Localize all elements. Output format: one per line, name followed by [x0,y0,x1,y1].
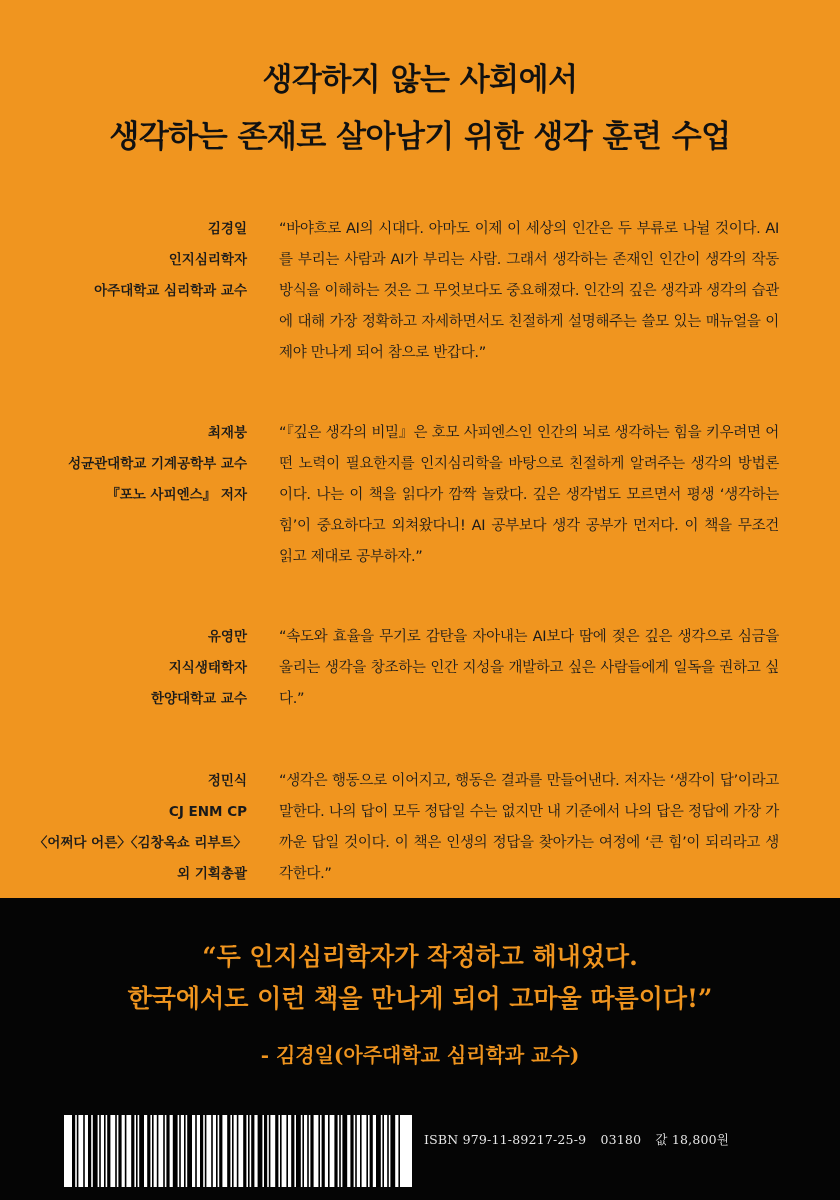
endorser-name: 최재붕 [207,425,247,441]
barcode-icon [72,1115,404,1187]
endorsement-text: “속도와 효율을 무기로 감탄을 자아내는 AI보다 땀에 젖은 깊은 생각으로 심금을 울리는 생각을 창조하는 인간 지성을 개발하고 싶은 사람들에게 일독을 권하고 싶다.” [279,629,779,707]
endorser-title: 외 기획총괄 [177,866,247,882]
endorser-info [7,766,247,890]
endorsement-text: “바야흐로 AI의 시대다. 아마도 이제 이 세상의 인간은 두 부류로 나뉠 것이다. AI를 부리는 사람과 AI가 부리는 사람. 그래서 생각하는 존재인 인간이 생각의 작동 방식을 이해하는 것은 그 무엇보다도 중요해졌다. 인간의 깊은 생각과 생각의 습관에 대해 가장 정확하고 자세하면서도 친절하게 설명해주는 쓸모 있는 매뉴얼을 이제야 만나게 되어 참으로 반갑다.” [279,221,779,361]
endorser-title: CJ ENM CP [168,804,247,820]
isbn-line [424,1130,739,1148]
endorsement-text: “『깊은 생각의 비밀』은 호모 사피엔스인 인간의 뇌로 생각하는 힘을 키우려면 어떤 노력이 필요한지를 인지심리학을 바탕으로 친절하게 알려주는 생각의 방법론이다. 나는 이 책을 읽다가 깜짝 놀랐다. 깊은 생각법도 모르면서 평생 ‘생각하는 힘’이 중요하다고 외쳐왔다니! AI 공부보다 생각 공부가 먼저다. 이 책을 무조건 읽고 제대로 공부하자.” [279,425,779,565]
endorser-info [7,622,247,715]
featured-quote [0,936,840,1020]
endorser-name: 유영만 [207,629,247,645]
endorser-name: 김경일 [207,221,247,237]
endorser-title: 지식생태학자 [168,660,247,676]
isbn-category: 03180 [600,1132,642,1147]
endorser-name: 정민식 [207,773,247,789]
endorser-title: 〈어쩌다 어른〉〈김창옥쇼 리부트〉 [33,835,247,851]
endorser-info [7,418,247,511]
endorser-title: 한양대학교 교수 [151,691,247,707]
endorser-title: 인지심리학자 [168,252,247,268]
barcode [64,1115,412,1187]
featured-quote-line-1: “두 인지심리학자가 작정하고 해내었다. [202,942,638,971]
endorser-title: 성균관대학교 기계공학부 교수 [68,456,247,472]
featured-quote-source: - 김경일(아주대학교 심리학과 교수) [260,1043,580,1067]
headline [0,52,840,166]
headline-line-1: 생각하지 않는 사회에서 [262,62,578,98]
featured-quote-line-2: 한국에서도 이런 책을 만나게 되어 고마울 따름이다!” [127,984,713,1013]
isbn-code: ISBN 979-11-89217-25-9 [424,1132,587,1147]
price: 값 18,800원 [655,1132,730,1147]
endorser-title: 아주대학교 심리학과 교수 [94,283,247,299]
endorsement-text: “생각은 행동으로 이어지고, 행동은 결과를 만들어낸다. 저자는 ‘생각이 답’이라고 말한다. 나의 답이 모두 정답일 수는 없지만 내 기준에서 나의 답은 정답에 가장 가까운 답일 것이다. 이 책은 인생의 정답을 찾아가는 여정에 ‘큰 힘’이 되리라고 생각한다.” [279,773,779,882]
endorser-title: 『포노 사피엔스』 저자 [106,487,247,503]
endorser-info [7,214,247,307]
headline-line-2: 생각하는 존재로 살아남기 위한 생각 훈련 수업 [109,119,731,155]
